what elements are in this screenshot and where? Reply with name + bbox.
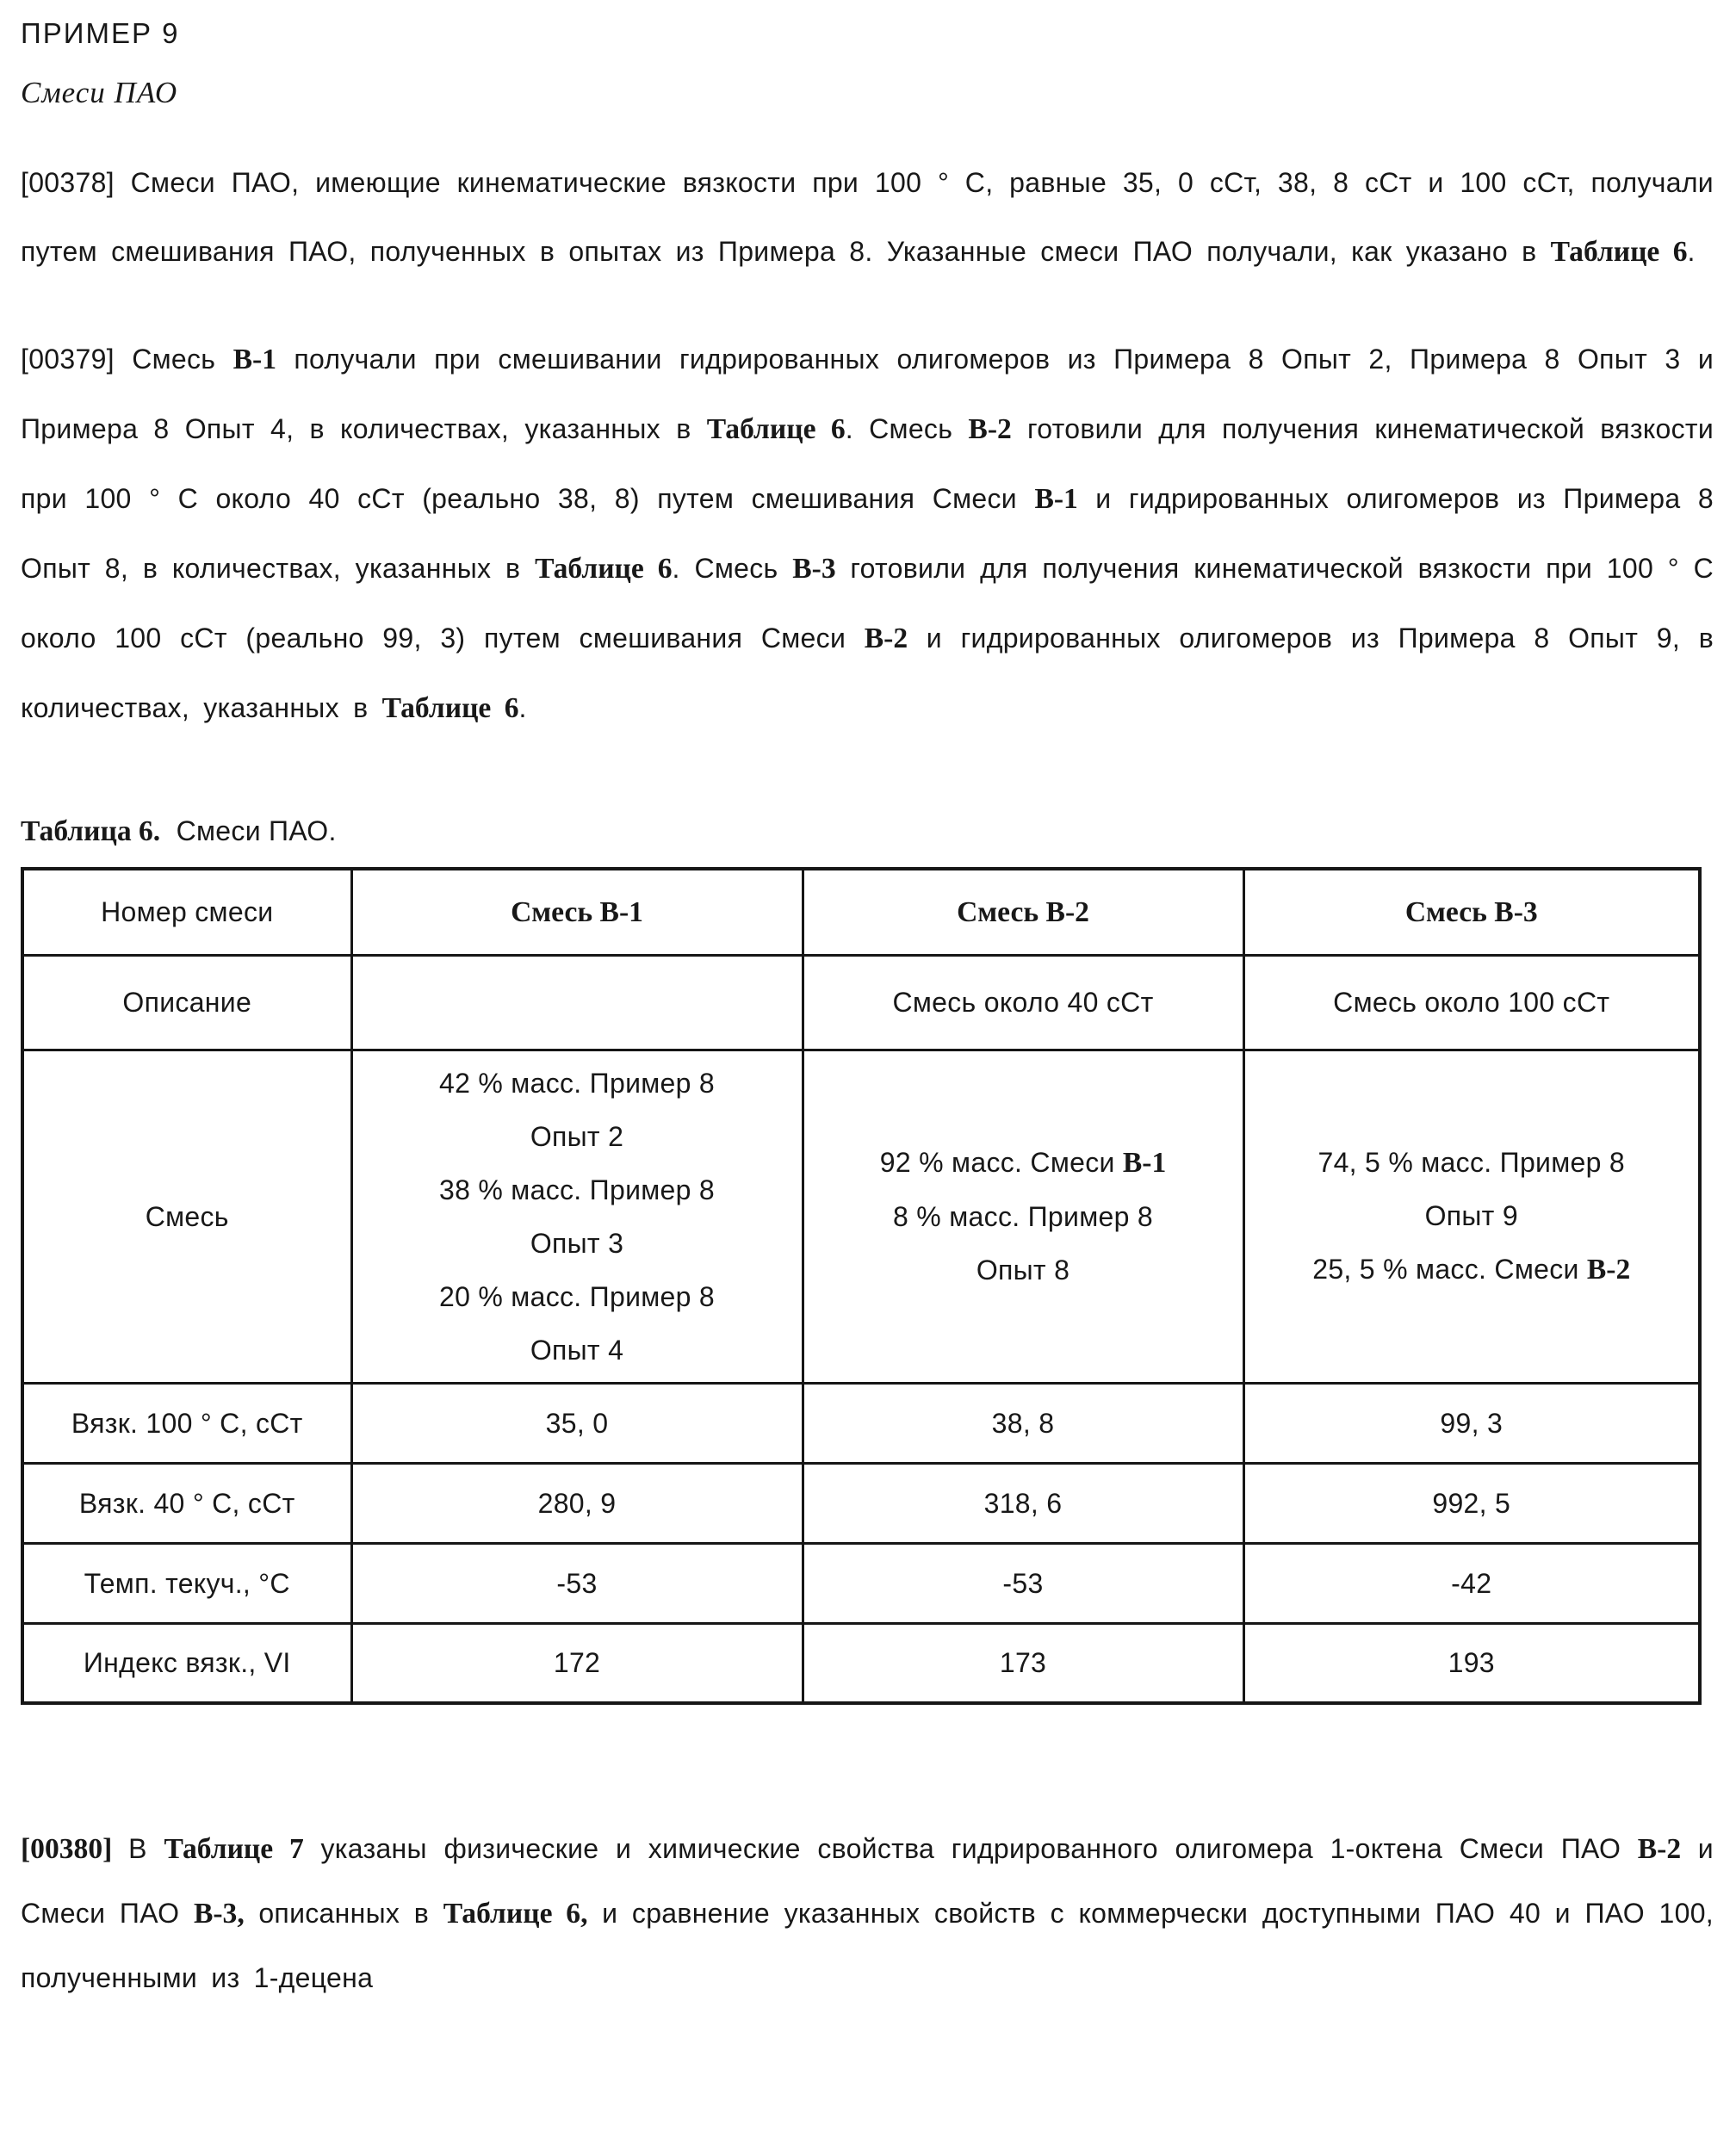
table6-row-kv100 [22, 1383, 1700, 1463]
cell-description-label: Описание [22, 955, 351, 1050]
cell-kv100-b1: 35, 0 [351, 1383, 803, 1463]
table6-row-kv40 [22, 1463, 1700, 1543]
cell-kv40-label: Вязк. 40 ° С, сСт [22, 1463, 351, 1543]
cell-pour-b3: -42 [1243, 1543, 1700, 1623]
cell-composition-b2: 92 % масс. Смеси В-1 8 % масс. Пример 8 Опыт 8 [803, 1050, 1243, 1383]
cell-composition-label: Смесь [22, 1050, 351, 1383]
header-cell-blend-b1: Смесь В-1 [351, 869, 803, 955]
cell-kv40-b1: 280, 9 [351, 1463, 803, 1543]
cell-description-b3: Смесь около 100 сСт [1243, 955, 1700, 1050]
cell-vi-b2: 173 [803, 1623, 1243, 1703]
section-subtitle: Смеси ПАО [21, 76, 178, 109]
cell-composition-b3: 74, 5 % масс. Пример 8 Опыт 9 25, 5 % масс. Смеси В-2 [1243, 1050, 1700, 1383]
cell-description-b2: Смесь около 40 сСт [803, 955, 1243, 1050]
cell-kv100-label: Вязк. 100 ° С, сСт [22, 1383, 351, 1463]
paragraph-00379: [00379] Смесь В-1 получали при смешивании гидрированных олигомеров из Примера 8 Опыт 2, Примера 8 Опыт 3 и Примера 8 Опыт 4, в количествах, указанных в Таблице 6. Смесь В-2 готовили для получения кинематической вязкости при 100 ° С около 40 сСт (реально 38, 8) путем смешивания Смеси В-1 и гидрированных олигомеров из Примера 8 Опыт 8, в количествах, указанных в Таблице 6. Смесь В-3 готовили для получения кинематической вязкости при 100 ° С около 100 сСт (реально 99, 3) путем смешивания Смеси В-2 и гидрированных олигомеров из Примера 8 Опыт 9, в количествах, указанных в Таблице 6. [21, 344, 1714, 724]
cell-pour-b1: -53 [351, 1543, 803, 1623]
cell-vi-label: Индекс вязк., VI [22, 1623, 351, 1703]
table6-row-pour-point [22, 1543, 1700, 1623]
paragraph-00378: [00378] Смеси ПАО, имеющие кинематические вязкости при 100 ° С, равные 35, 0 сСт, 38, 8 сСт и 100 сСт, получали путем смешивания ПАО, полученных в опытах из Примера 8. Указанные смеси ПАО получали, как указано в Таблице 6. [21, 167, 1714, 268]
cell-composition-b1: 42 % масс. Пример 8 Опыт 2 38 % масс. Пример 8 Опыт 3 20 % масс. Пример 8 Опыт 4 [351, 1050, 803, 1383]
table6-row-viscosity-index [22, 1623, 1700, 1703]
cell-kv100-b3: 99, 3 [1243, 1383, 1700, 1463]
table6-row-composition [22, 1050, 1700, 1383]
table6-row-description [22, 955, 1700, 1050]
cell-pour-label: Темп. текуч., °С [22, 1543, 351, 1623]
table6-header-row [22, 869, 1700, 955]
example-heading: ПРИМЕР 9 [21, 17, 180, 49]
cell-kv40-b2: 318, 6 [803, 1463, 1243, 1543]
cell-vi-b3: 193 [1243, 1623, 1700, 1703]
cell-pour-b2: -53 [803, 1543, 1243, 1623]
paragraph-00380: [00380] В Таблице 7 указаны физические и химические свойства гидрированного олигомера 1-октена Смеси ПАО В-2 и Смеси ПАО В-3, описанных в Таблице 6, и сравнение указанных свойств с коммерчески доступными ПАО 40 и ПАО 100, полученными из 1-децена [21, 1833, 1714, 1993]
header-cell-blend-b2: Смесь В-2 [803, 869, 1243, 955]
table6 [21, 867, 1702, 1705]
header-cell-blend-number: Номер смеси [22, 869, 351, 955]
cell-kv40-b3: 992, 5 [1243, 1463, 1700, 1543]
cell-vi-b1: 172 [351, 1623, 803, 1703]
cell-kv100-b2: 38, 8 [803, 1383, 1243, 1463]
header-cell-blend-b3: Смесь В-3 [1243, 869, 1700, 955]
table6-caption: Таблица 6. Смеси ПАО. [21, 815, 337, 847]
cell-description-b1 [351, 955, 803, 1050]
